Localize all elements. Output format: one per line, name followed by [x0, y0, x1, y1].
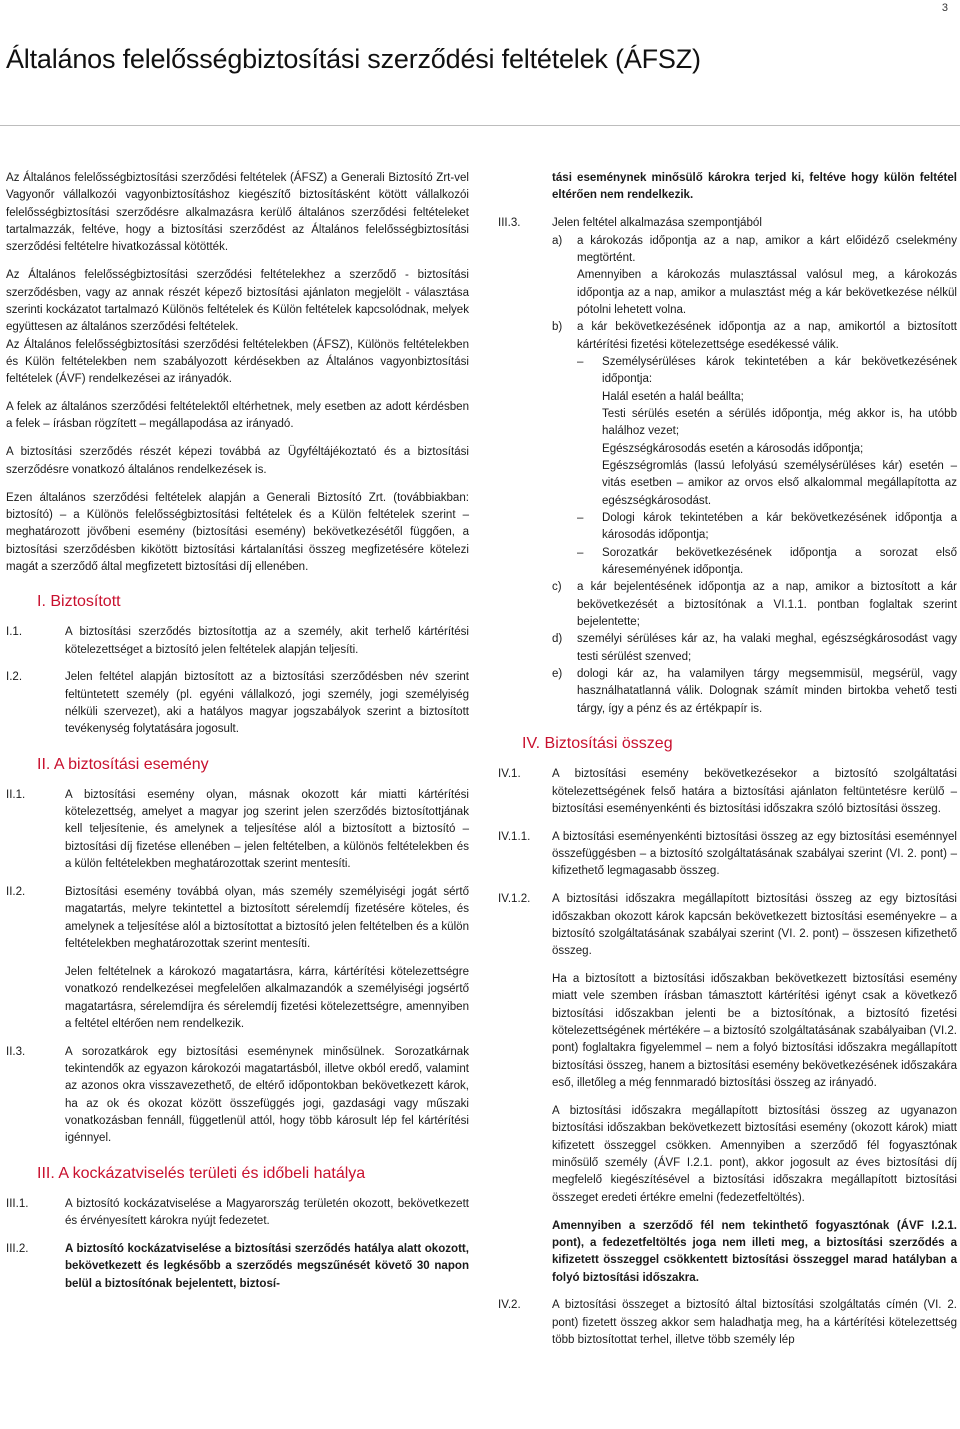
clause-text: Biztosítási esemény továbbá olyan, más személy személyiségi jogát sértő magatartás, melyre tekintettel a biztosított sérelemdíj fizetésére köteles, és amelynek a teljesítése alól a biztosítottat a biztosító jelen feltételben és a külön feltételekben meghatározottak szerint mentesíti. — [65, 886, 469, 951]
clause-number: III.2. — [6, 1243, 29, 1255]
clause-i-2 — [6, 669, 469, 738]
page-number: 3 — [941, 2, 948, 14]
clause-number: II.3. — [6, 1045, 26, 1058]
dash-marker: – — [577, 546, 584, 559]
sub-item-text: a kár bekövetkezésének időpontja az a nap, amikortól a biztosított kártérítési fizetési kötelezettsége esedékessé válik. — [577, 321, 957, 351]
section-heading-biztositott: I. Biztosított — [37, 593, 121, 611]
clause-text: A biztosítási esemény olyan, másnak okozott kár miatti kártérítési kötelezettség, amelyet a magyar jog szerint jelen szerződés biztosítottjának kell teljesítenie, és amelynek a teljesítése alól a biztosított a biztosító – biztosítási díj fizetése ellenében – jelen feltételben, a különös feltételekben és a külön feltételekben meghatározottak szerint mentesíti. — [65, 788, 469, 871]
clause-number: IV.1.2. — [498, 893, 531, 906]
clause-text: A biztosítási összeget a biztosító által biztosítási szolgáltatás címén (VI. 2. pont) fizetett összeg akkor sem haladhatja meg, ha a kártérítési kötelezettség több biztosítottat terhel, illetve több személy lép — [552, 1299, 957, 1347]
left-column — [6, 170, 469, 1304]
clause-text: A biztosítási időszakra megállapított biztosítási összeg az ugyanazon biztosítási időszakban bekövetkezett biztosítási esemény (okozott károk) miatt kifizetett összeggel csökken. Amennyiben a szerződő fél fogyasztónak minősülő személy (ÁVF I.2.1. pont), akkor jogosult az éves biztosítási díj megfelelő kiegészítésével a biztosítási időszakra megállapított biztosítási összeget eredeti értékre emelni (fedezetfeltöltés). — [552, 1105, 957, 1204]
clause-text: A sorozatkárok egy biztosítási eseménynek minősülnek. Sorozatkárnak tekintendők az egyazon károkozói magatartásból, illetve okból eredő, valamint az azonos okra visszavezethető, de eltérő időpontokban bekövetkezett károk, ha az ok és okozat között összefüggés jogi, gazdasági vagy műszaki vonatkozásban fennáll, függetlenül attól, hogy több károsult lép fel kártérítési igénnyel. — [65, 1045, 469, 1145]
sub-item-label: a) — [552, 234, 563, 247]
clause-number: IV.1. — [498, 768, 521, 781]
title-divider — [0, 125, 960, 126]
clause-text: A biztosító kockázatviselése a biztosítási szerződés hatálya alatt okozott, bekövetkezett és legkésőbb a szerződés megszűnését követő 30 napon belül a biztosítónak bejelentett, biztosí- — [65, 1243, 469, 1290]
clause-number: II.1. — [6, 788, 26, 801]
clause-text: A biztosítási szerződés biztosítottja az a személy, akit terhelő kártérítési kötelezettséget a biztosító jelen feltételek alapján teljesíti. — [65, 626, 469, 656]
sub-item-d — [552, 631, 957, 666]
clause-intro: Jelen feltétel alkalmazása szempontjából — [552, 217, 762, 230]
clause-number: III.1. — [6, 1197, 29, 1210]
clause-iv-1-1 — [498, 829, 957, 881]
clause-iii-3 — [498, 215, 957, 718]
right-column — [498, 170, 957, 1360]
intro-paragraph: A biztosítási szerződés részét képezi továbbá az Ügyféltájékoztató és a biztosítási szerződésre vonatkozó általános rendelkezések is. — [6, 446, 469, 476]
dash-item-text: Sorozatkár bekövetkezésének időpontja a sorozat első káreseményének időpontja. — [602, 546, 957, 577]
dash-item-line: Halál esetén a halál beállta; — [602, 390, 744, 403]
intro-paragraph: Az Általános felelősségbiztosítási szerződési feltételek (ÁFSZ) a Generali Biztosító Zrt-vel Vagyonőr vállalkozói vagyonbiztosításhoz kiegészítő biztosításként kötött vállalkozói felelősségbiztosítási szerződésre alkalmazásra kerülő általános szerződési feltételeket tartalmazzák, feltéve, hogy a biztosítási szerződést az Általános felelősségbiztosítási szerződési feltételre hivatkozással kötötték. — [6, 172, 469, 254]
sub-item-text: dologi kár az, ha valamilyen tárgy megsemmisül, megsérül, vagy használhatatlanná válik. Dolognak számít minden birtokba vehető testi tárgy, így a pénz és az értékpapír is. — [577, 668, 957, 715]
clause-text: Jelen feltételnek a károkozó magatartásra, kárra, kártérítési kötelezettségre vonatkozó rendelkezései megfelelően alkalmazandók a személyiségi jogsértő magatartásra, sérelemdíjra és sérelemdíj fizetési kötelezettségre, amennyiben a feltétel eltérően nem rendelkezik. — [65, 965, 469, 1030]
clause-text: Ha a biztosított a biztosítási időszakban bekövetkezett biztosítási esemény miatt vele szemben írásban támasztott kártérítési igényt csak a következő biztosítási időszakban jelenti be a biztosítónak, a biztosító fizetési kötelezettségének mértékére – a biztosító szolgáltatásának szabályaiban (VI.2. pont) foglaltakra figyelemmel – nem a folyó biztosítási időszakra megállapított biztosítási összeg, hanem a biztosítási esemény bekövetkezésének időszakára eső, illetőleg a még fennmaradó biztosítási összeg az irányadó. — [552, 973, 957, 1090]
clause-ii-3 — [6, 1044, 469, 1148]
clause-iii-1 — [6, 1196, 469, 1231]
dash-item-line: Testi sérülés esetén a sérülés időpontja, még akkor is, ha utóbb halálhoz vezet; — [602, 407, 957, 438]
clause-text: A biztosítási esemény bekövetkezésekor a biztosító szolgáltatási kötelezettségének felső határa a biztosítási ajánlaton feltüntetésre kerülő – biztosítási eseményenkénti és biztosítási időszakra szóló biztosítási összeg. — [552, 768, 957, 815]
dash-item — [577, 545, 957, 580]
clause-text: Jelen feltétel alapján biztosított az a biztosítási szerződésben név szerint feltüntetett személy (pl. egyéni vállalkozó, jogi személy, jogi személyiség nélküli szervezet), aki a hatályos magyar jogszabályok szerint a biztosított tevékenység folytatására jogosult. — [65, 671, 469, 736]
sub-item-text: Amennyiben a károkozás mulasztással valósul meg, a károkozás időpontja az a nap, amikor a mulasztást még a kár bekövetkezése nélkül pótolni lehetett volna. — [577, 269, 957, 316]
clause-i-1 — [6, 624, 469, 659]
sub-item-label: d) — [552, 633, 563, 646]
dash-item-text: Dologi károk tekintetében a kár bekövetkezésének időpontja a károsodás időpontja; — [602, 512, 957, 542]
sub-item-c — [552, 579, 957, 631]
section-heading-kockazatviseles: III. A kockázatviselés területi és időbeli hatálya — [37, 1164, 366, 1182]
dash-item — [577, 510, 957, 545]
section-heading-biztositasi-esemeny: II. A biztosítási esemény — [37, 755, 209, 773]
dash-marker: – — [577, 355, 584, 368]
clause-text: A biztosító kockázatviselése a Magyarország területén okozott, bekövetkezett és érvényesített károkra nyújt fedezetet. — [65, 1197, 469, 1228]
intro-paragraph: A felek az általános szerződési feltételektől eltérhetnek, mely esetben az adott kérdésben a felek – írásban rögzített – megállapodása az irányadó. — [6, 401, 469, 431]
clause-iii-2 — [6, 1241, 469, 1293]
continued-clause-text: tási eseménynek minősülő károkra terjed ki, feltéve hogy külön feltétel eltérően nem rendelkezik. — [552, 172, 957, 202]
clause-ii-2 — [6, 884, 469, 1033]
clause-number: IV.2. — [498, 1299, 521, 1312]
clause-iv-1-2 — [498, 891, 957, 1287]
sub-item-e — [552, 666, 957, 718]
sub-item-a — [552, 233, 957, 320]
clause-iv-1 — [498, 766, 957, 818]
clause-ii-1 — [6, 787, 469, 874]
document-title: Általános felelősségbiztosítási szerződési feltételek (ÁFSZ) — [6, 44, 701, 74]
dash-item-line: Egészségkárosodás esetén a károsodás időpontja; — [602, 442, 864, 455]
clause-number: IV.1.1. — [498, 830, 531, 843]
sub-item-label: e) — [552, 668, 563, 681]
sub-item-text: a kár bejelentésének időpontja az a nap, amikor a biztosított a kár bekövetkezését a biztosítónak a VI.1.1. pontban foglaltak szerint bejelentette; — [577, 581, 957, 629]
dash-marker: – — [577, 512, 584, 525]
sub-item-label: c) — [552, 581, 562, 594]
dash-item — [577, 354, 957, 510]
intro-paragraph: Az Általános felelősségbiztosítási szerződési feltételekhez a szerződő - biztosítási szerződésben, vagy az annak részét képező biztosítási ajánlaton megjelölt - választása szerinti kockázatot tartalmazó Különös feltételek és Külön feltételek kapcsolódnak, melyek együttesen az általános szerződési feltételek. — [6, 269, 469, 334]
clause-number: II.2. — [6, 886, 26, 898]
intro-paragraph: Az Általános felelősségbiztosítási szerződési feltételekben (ÁFSZ), Különös feltételekben és Külön feltételekben nem szabályozott kérdésekben az Általános vagyonbiztosítási feltételek (ÁVF) rendelkezései az irányadók. — [6, 338, 469, 386]
sub-item-label: b) — [552, 321, 563, 334]
clause-number: I.2. — [6, 671, 23, 684]
sub-item-text: személyi sérüléses kár az, ha valaki meghal, egészségkárosodást vagy testi sérülést szenved; — [577, 633, 957, 663]
clause-iv-2 — [498, 1297, 957, 1349]
section-heading-biztositasi-osszeg: IV. Biztosítási összeg — [522, 735, 673, 753]
intro-paragraph: Ezen általános szerződési feltételek alapján a Generali Biztosító Zrt. (továbbiakban: biztosító) – a Különös felelősségbiztosítási feltételek és a Külön feltételek szerint – meghatározott jövőbeni esemény (biztosítási esemény) bekövetkezésétől függően, a biztosítási szerződésben kikötött biztosítási kártalanítási összeg megfizetésére kötelezi magát a szerződő által megfizetett biztosítási díj ellenében. — [6, 491, 469, 573]
clause-text: A biztosítási időszakra megállapított biztosítási összeg az egy biztosítási időszakban okozott károk kapcsán bekövetkezett biztosítási eseményekre – a biztosító szolgáltatásának szabályai szerint (VI. 2. pont) – összesen kifizethető összeg. — [552, 893, 957, 958]
clause-text: Amennyiben a szerződő fél nem tekinthető fogyasztónak (ÁVF I.2.1. pont), a fedezetfeltöltés joga nem illeti meg, a biztosítási szerződés a kifizetett összeggel csökkentett biztosítási összeggel marad hatályban a folyó biztosítási időszakra. — [552, 1219, 957, 1284]
clause-number: I.1. — [6, 626, 23, 639]
dash-item-text: Személysérüléses károk tekintetében a kár bekövetkezésének időpontja: — [602, 355, 957, 386]
dash-item-line: Egészségromlás (lassú lefolyású személysérüléses kár) esetén – vitás esetben – amikor az orvos első alkalommal megállapította az egészségkárosodást. — [602, 460, 957, 507]
clause-number: III.3. — [498, 217, 521, 230]
sub-item-b — [552, 319, 957, 579]
clause-text: A biztosítási eseményenkénti biztosítási összeg az egy biztosítási eseménnyel összefüggésben – a biztosító szolgáltatásának szabályai szerint (VI. 2. pont) – kifizethető legmagasabb összeg. — [552, 830, 957, 878]
sub-item-text: a károkozás időpontja az a nap, amikor a kárt előidéző cselekmény megtörtént. — [577, 234, 957, 264]
